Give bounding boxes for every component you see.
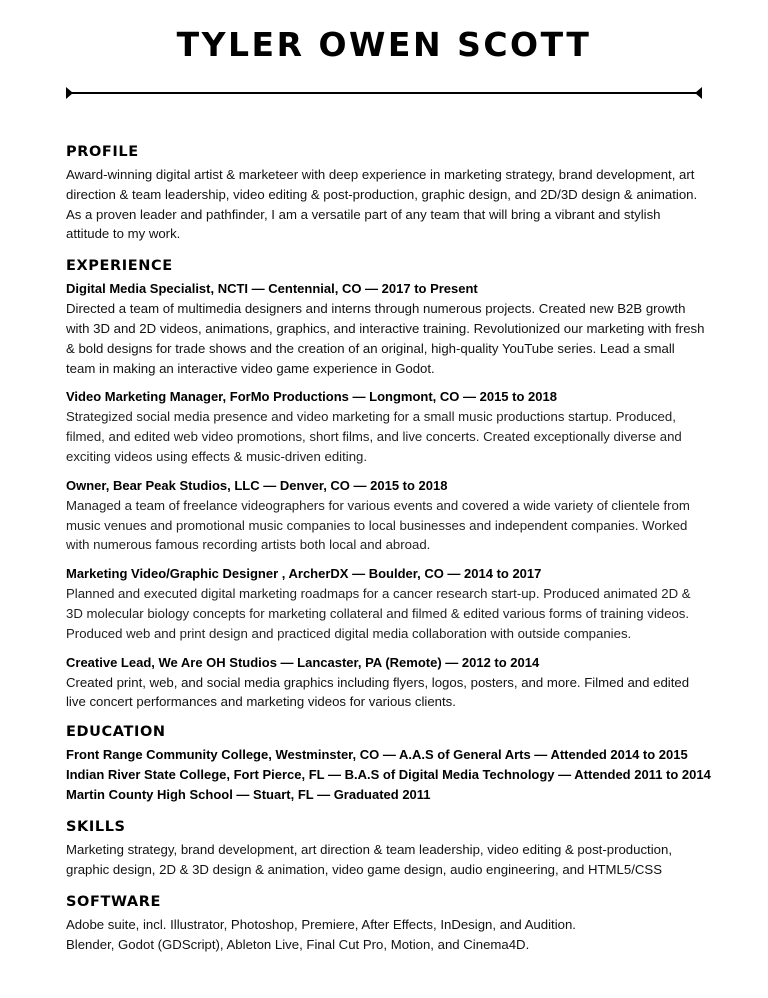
job-description: Created print, web, and social media graphics including flyers, logos, posters, and more. Filmed and edited live concert performances and marketing videos for various clients. bbox=[66, 674, 690, 710]
job-entry bbox=[66, 279, 706, 378]
education-section bbox=[66, 721, 711, 805]
job-title: Digital Media Specialist, NCTI — Centennial, CO — 2017 to Present bbox=[66, 281, 478, 297]
software-line: Adobe suite, incl. Illustrator, Photoshop, Premiere, After Effects, InDesign, and Audition. bbox=[66, 916, 576, 932]
job-description: Managed a team of freelance videographers for various events and covered a wide variety of clientele from music venues and promotional music companies to local businesses and independent companies. Worked with numerous famous recording artists both local and abroad. bbox=[66, 497, 690, 553]
education-entry: Indian River State College, Fort Pierce, FL — B.A.S of Digital Media Technology — Attended 2011 to 2014 bbox=[66, 767, 711, 783]
software-section bbox=[66, 891, 706, 955]
software-heading: SOFTWARE bbox=[66, 893, 162, 910]
profile-section bbox=[66, 141, 706, 244]
resume-name: TYLER OWEN SCOTT bbox=[176, 25, 592, 64]
job-description: Strategized social media presence and video marketing for a small music productions startup. Produced, filmed, and edited web video promotions, short films, and live concerts. Created exceptionally diverse and exciting videos using effects & music-driven editing. bbox=[66, 409, 682, 464]
job-entry bbox=[66, 387, 706, 466]
job-title: Video Marketing Manager, ForMo Productions — Longmont, CO — 2015 to 2018 bbox=[66, 389, 557, 405]
job-entry bbox=[66, 653, 706, 713]
education-entry: Front Range Community College, Westminster, CO — A.A.S of General Arts — Attended 2014 to 2015 bbox=[66, 747, 688, 763]
job-description: Planned and executed digital marketing roadmaps for a cancer research start-up. Produced animated 2D & 3D molecular biology concepts for marketing collateral and filmed & edited various forms of training videos. Produced web and print design and practiced digital media collaboration with outside companies. bbox=[66, 586, 691, 641]
experience-section bbox=[66, 255, 706, 712]
skills-section bbox=[66, 816, 706, 880]
job-title: Creative Lead, We Are OH Studios — Lancaster, PA (Remote) — 2012 to 2014 bbox=[66, 654, 540, 670]
profile-text: Award-winning digital artist & marketeer with deep experience in marketing strategy, brand development, art direction & team leadership, video editing & post-production, graphic design, and 2D/3D design & animation. As a proven leader and pathfinder, I am a versatile part of any team that will bring a vibrant and stylish attitude to my work. bbox=[66, 167, 698, 242]
job-title: Marketing Video/Graphic Designer , ArcherDX — Boulder, CO — 2014 to 2017 bbox=[66, 566, 542, 582]
profile-heading: PROFILE bbox=[66, 144, 139, 160]
education-entry: Martin County High School — Stuart, FL — Graduated 2011 bbox=[66, 787, 431, 803]
experience-heading: EXPERIENCE bbox=[66, 258, 173, 275]
header-divider bbox=[66, 92, 702, 94]
job-entry bbox=[66, 476, 706, 555]
job-description: Directed a team of multimedia designers and interns through numerous projects. Created new B2B growth with 3D and 2D videos, animations, graphics, and interactive training. Revolutionized our marketing with fresh & bold designs for trade shows and the creation of an original, high-quality YouTube series. Lead a small team in making an interactive video game experience in Godot. bbox=[66, 301, 705, 376]
skills-heading: SKILLS bbox=[66, 819, 126, 836]
skills-text: Marketing strategy, brand development, art direction & team leadership, video editing & post-production, graphic design, 2D & 3D design & animation, video game design, audio engineering, and HTML5/CSS bbox=[66, 842, 672, 877]
job-title: Owner, Bear Peak Studios, LLC — Denver, CO — 2015 to 2018 bbox=[66, 477, 448, 493]
divider-arrow-right-icon bbox=[695, 87, 702, 99]
education-heading: EDUCATION bbox=[66, 724, 166, 741]
software-line: Blender, Godot (GDScript), Ableton Live, Final Cut Pro, Motion, and Cinema4D. bbox=[66, 936, 530, 952]
resume-content bbox=[66, 141, 711, 960]
job-entry bbox=[66, 564, 706, 643]
